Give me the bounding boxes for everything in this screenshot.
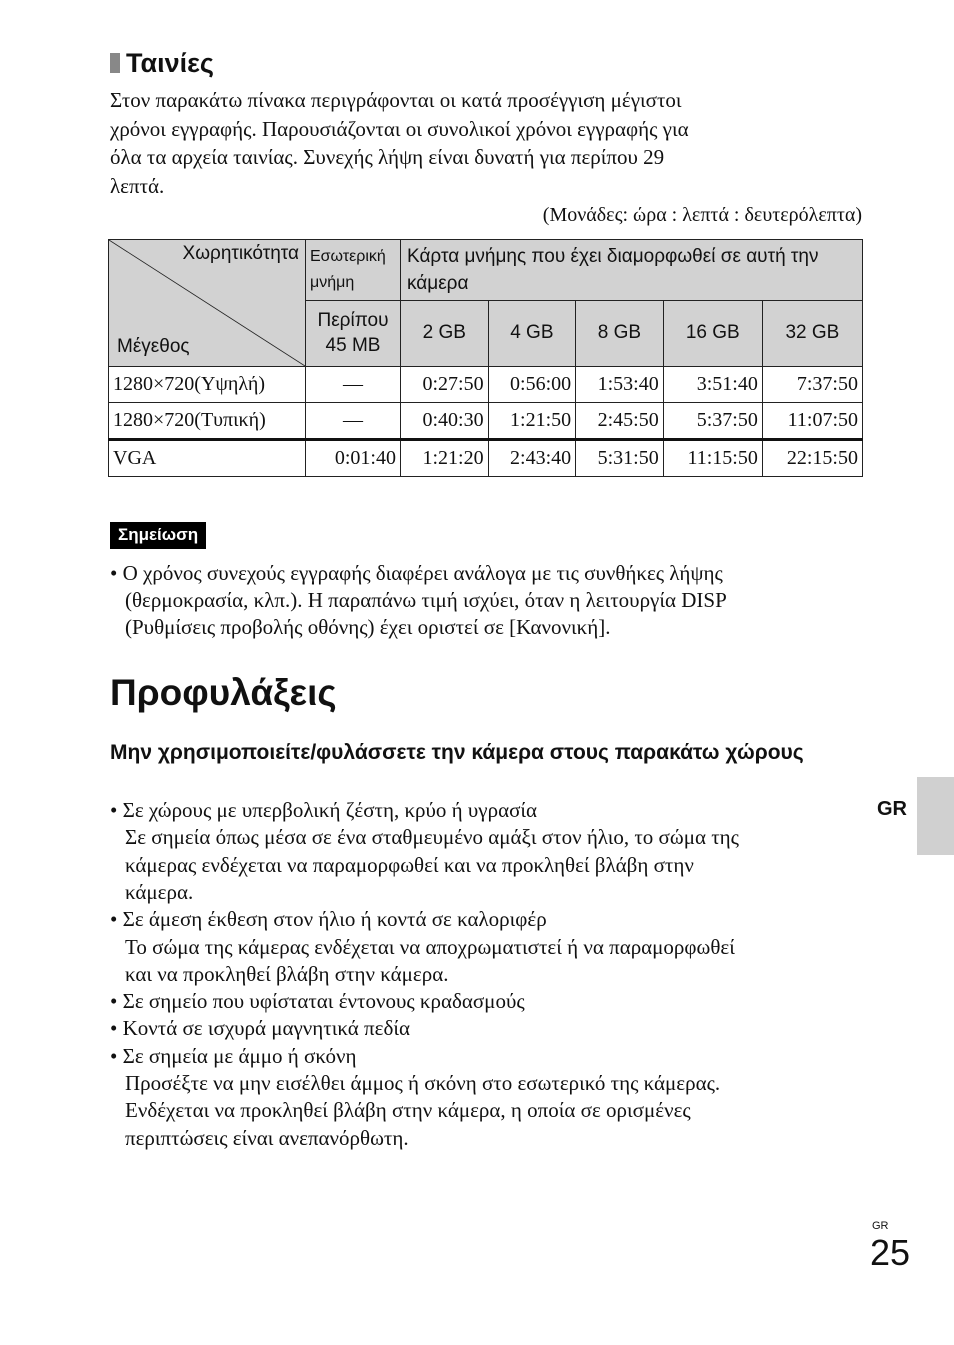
note-line: (θερμοκρασία, κλπ.). Η παραπάνω τιμή ισχύει, όταν η λειτουργία DISP bbox=[125, 588, 727, 612]
table-row bbox=[109, 403, 863, 440]
movies-heading-text: Ταινίες bbox=[126, 48, 214, 78]
units-note: (Μονάδες: ώρα : λεπτά : δευτερόλεπτα) bbox=[542, 204, 862, 226]
note-line: • Ο χρόνος συνεχούς εγγραφής διαφέρει ανάλογα με τις συνθήκες λήψης bbox=[110, 561, 723, 585]
capacity-header: 4 GB bbox=[488, 300, 576, 366]
row-value: 0:40:30 bbox=[401, 403, 489, 440]
row-size: 1280×720(Τυπική) bbox=[109, 403, 306, 440]
list-line: • Σε σημείο που υφίσταται έντονους κραδασμούς bbox=[110, 989, 525, 1014]
capacity-label: Χωρητικότητα bbox=[182, 243, 299, 264]
capacity-header: 2 GB bbox=[401, 300, 489, 366]
note-badge: Σημείωση bbox=[110, 522, 206, 549]
corner-header bbox=[109, 240, 306, 367]
row-value: 1:21:50 bbox=[488, 403, 576, 440]
list-line: • Κοντά σε ισχυρά μαγνητικά πεδία bbox=[110, 1016, 410, 1041]
row-internal: 0:01:40 bbox=[306, 440, 401, 477]
list-line: περιπτώσεις είναι ανεπανόρθωτη. bbox=[125, 1125, 409, 1150]
list-line: κάμερας ενδέχεται να παραμορφωθεί και να προκληθεί βλάβη στην bbox=[125, 852, 694, 877]
list-line: Ενδέχεται να προκληθεί βλάβη στην κάμερα, η οποία σε ορισμένες bbox=[125, 1098, 691, 1123]
precautions-heading: Προφυλάξεις bbox=[110, 672, 337, 713]
list-line: • Σε χώρους με υπερβολική ζέστη, κρύο ή υγρασία bbox=[110, 798, 538, 822]
movies-heading bbox=[110, 48, 214, 79]
list-line: • Σε σημεία με άμμο ή σκόνη bbox=[110, 1043, 357, 1068]
row-value: 11:15:50 bbox=[663, 440, 762, 477]
row-internal: — bbox=[306, 403, 401, 440]
list-line: Σε σημεία όπως μέσα σε ένα σταθμευμένο αμάξι στον ήλιο, το σώμα της bbox=[125, 825, 739, 850]
list-line: Προσέξτε να μην εισέλθει άμμος ή σκόνη στο εσωτερικό της κάμερας. bbox=[125, 1071, 721, 1095]
row-size: 1280×720(Υψηλή) bbox=[109, 367, 306, 403]
language-side-tab bbox=[917, 777, 954, 855]
row-value: 5:37:50 bbox=[663, 403, 762, 440]
intro-line: Στον παρακάτω πίνακα περιγράφονται οι κατά προσέγγιση μέγιστοι bbox=[110, 88, 682, 112]
intro-line: όλα τα αρχεία ταινίας. Συνεχής λήψη είναι δυνατή για περίπου 29 bbox=[110, 145, 665, 169]
row-value: 11:07:50 bbox=[762, 403, 862, 440]
capacity-header: 8 GB bbox=[576, 300, 664, 366]
row-value: 0:27:50 bbox=[401, 367, 489, 403]
row-internal: — bbox=[306, 367, 401, 403]
list-line: Το σώμα της κάμερας ενδέχεται να αποχρωματιστεί ή να παραμορφωθεί bbox=[125, 934, 735, 959]
intro-line: λεπτά. bbox=[110, 173, 165, 198]
internal-memory-header: Εσωτερική μνήμη bbox=[306, 240, 401, 301]
recording-time-table bbox=[108, 239, 863, 477]
row-value: 1:21:20 bbox=[401, 440, 489, 477]
row-value: 22:15:50 bbox=[762, 440, 862, 477]
memory-card-header: Κάρτα μνήμης που έχει διαμορφωθεί σε αυτή την κάμερα bbox=[401, 240, 863, 301]
heading-marker-icon bbox=[110, 53, 120, 73]
page-number: 25 bbox=[870, 1232, 911, 1273]
page-language: GR bbox=[872, 1220, 889, 1232]
language-side-label: GR bbox=[877, 798, 907, 820]
row-value: 7:37:50 bbox=[762, 367, 862, 403]
row-value: 0:56:00 bbox=[488, 367, 576, 403]
row-value: 2:43:40 bbox=[488, 440, 576, 477]
row-value: 2:45:50 bbox=[576, 403, 664, 440]
row-value: 1:53:40 bbox=[576, 367, 664, 403]
row-value: 5:31:50 bbox=[576, 440, 664, 477]
list-line: και να προκληθεί βλάβη στην κάμερα. bbox=[125, 961, 449, 986]
internal-size-header: Περίπου 45 MB bbox=[306, 300, 401, 366]
capacity-header: 16 GB bbox=[663, 300, 762, 366]
table-row bbox=[109, 440, 863, 477]
row-size: VGA bbox=[109, 440, 306, 477]
size-label: Μέγεθος bbox=[117, 336, 190, 357]
capacity-header: 32 GB bbox=[762, 300, 862, 366]
precautions-subheading: Μην χρησιμοποιείτε/φυλάσσετε την κάμερα στους παρακάτω χώρους bbox=[110, 741, 804, 764]
table-row bbox=[109, 367, 863, 403]
list-line: κάμερα. bbox=[125, 879, 194, 904]
intro-line: χρόνοι εγγραφής. Παρουσιάζονται οι συνολικοί χρόνοι εγγραφής για bbox=[110, 116, 689, 141]
list-line: • Σε άμεση έκθεση στον ήλιο ή κοντά σε καλοριφέρ bbox=[110, 907, 547, 932]
note-line: (Ρυθμίσεις προβολής οθόνης) έχει οριστεί σε [Κανονική]. bbox=[125, 615, 611, 639]
row-value: 3:51:40 bbox=[663, 367, 762, 403]
